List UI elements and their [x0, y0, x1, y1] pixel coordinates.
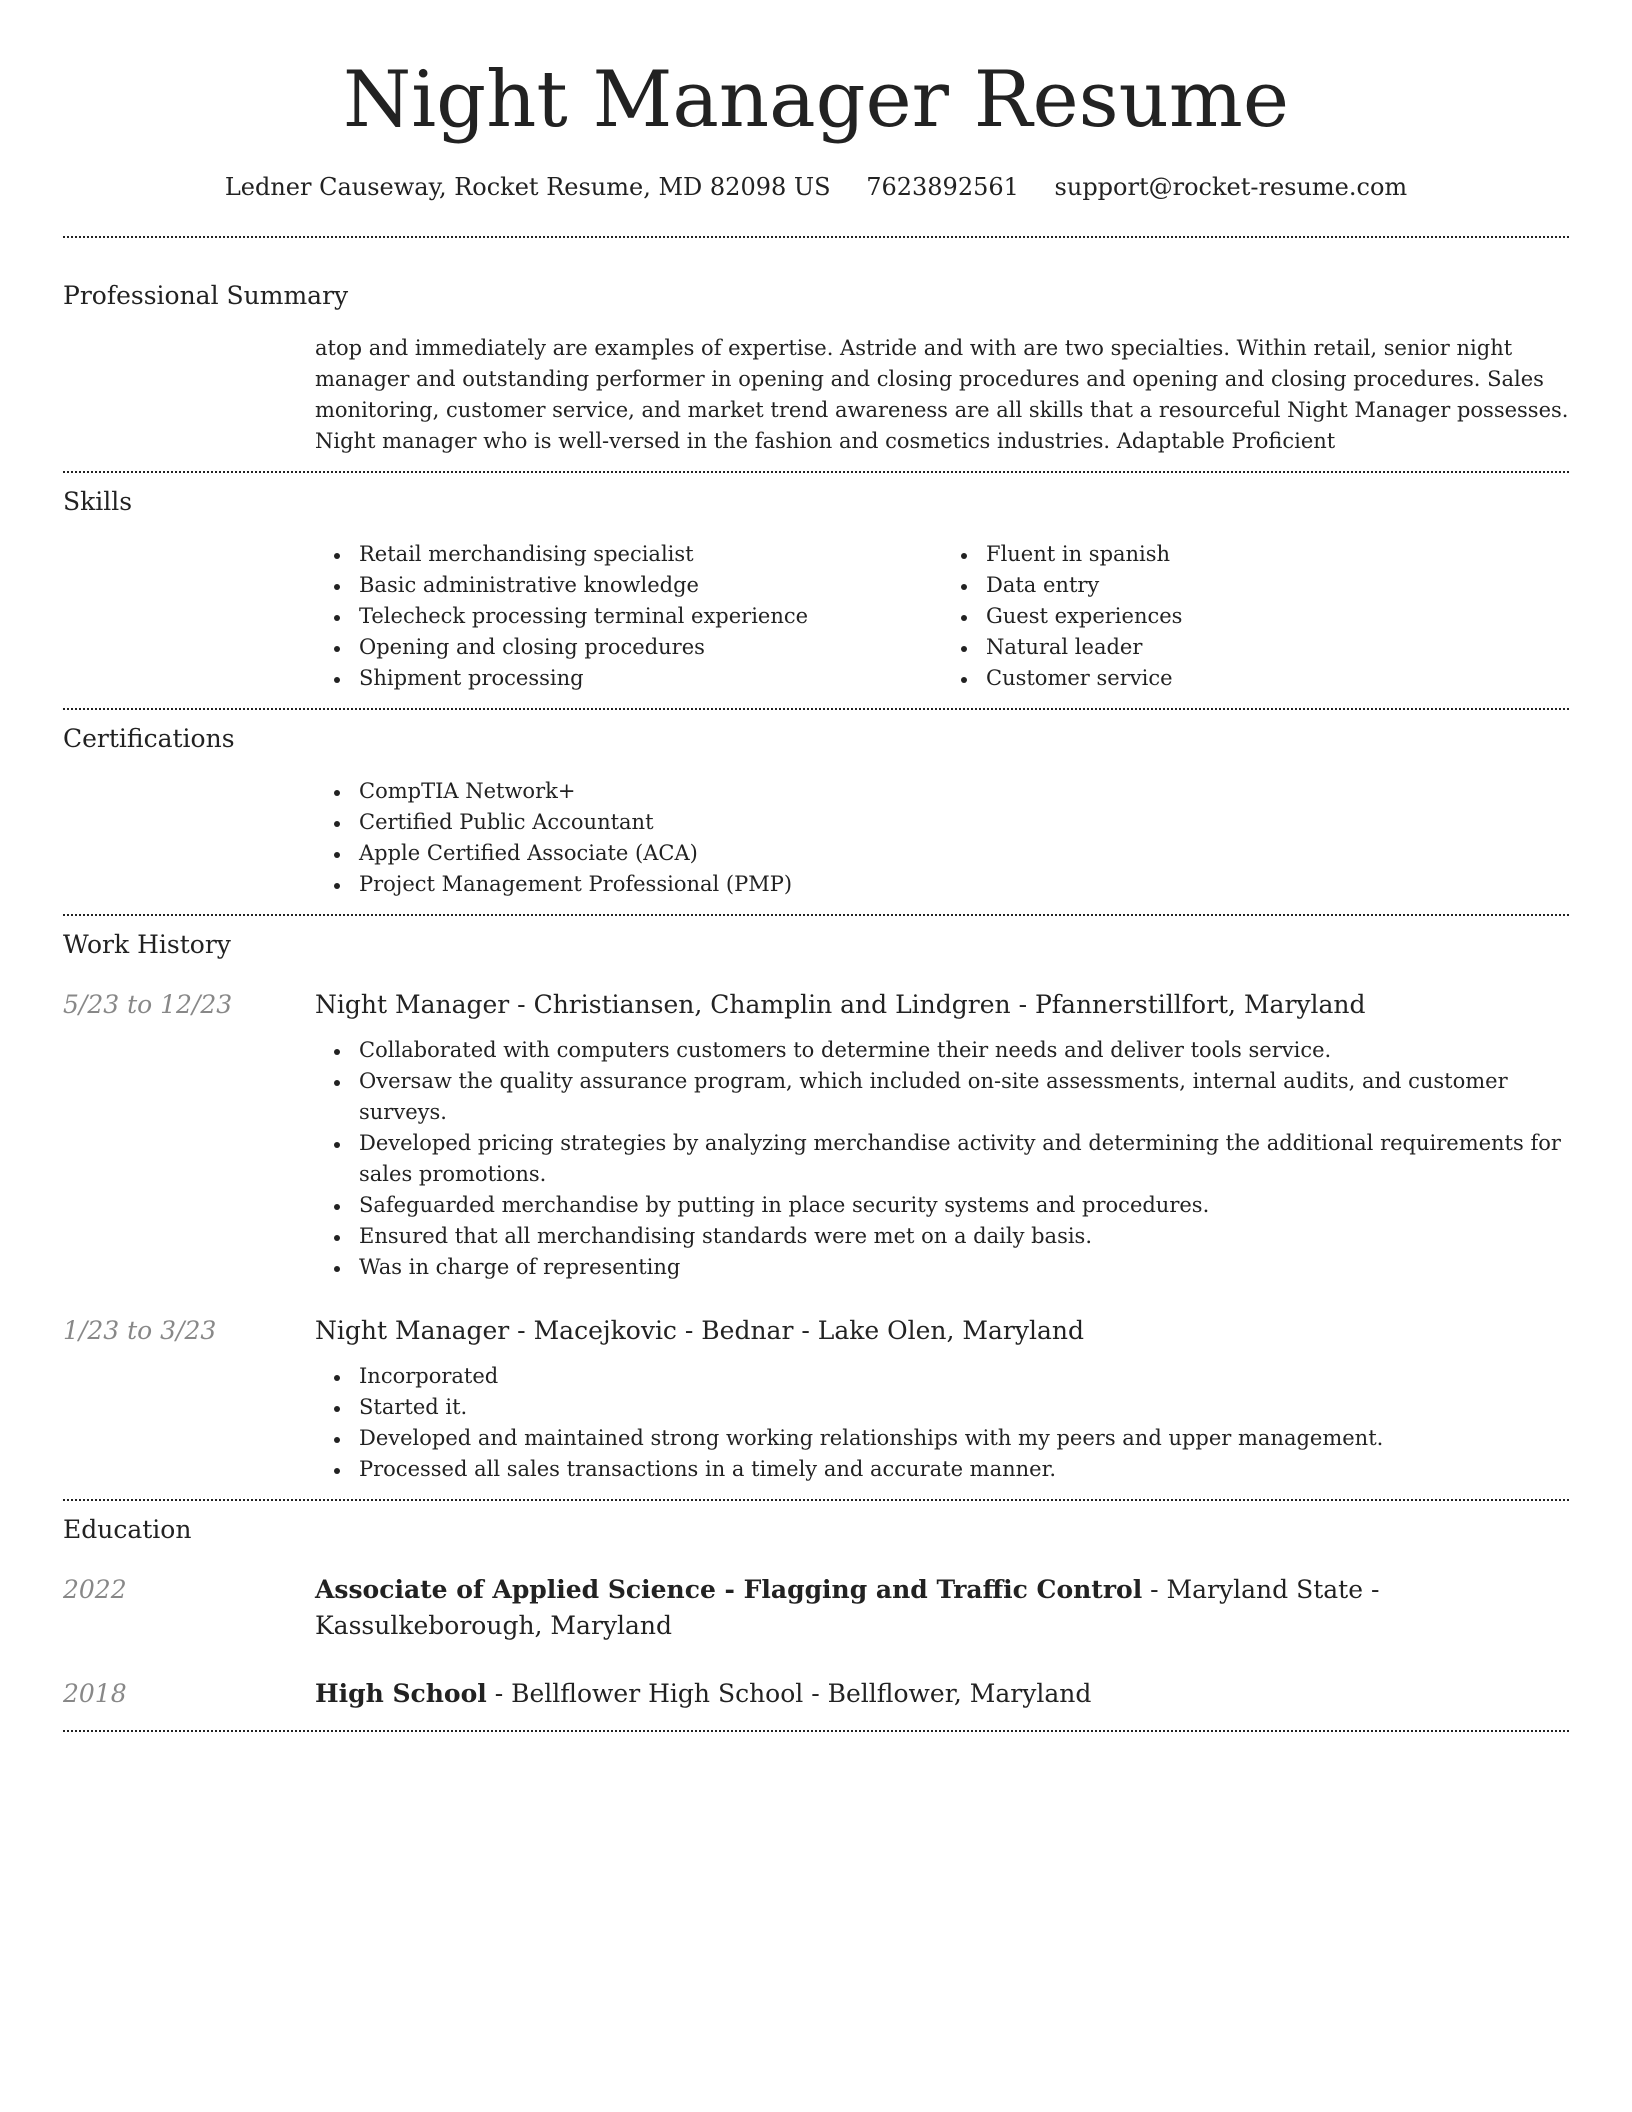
- skill-item: Retail merchandising specialist: [359, 539, 942, 570]
- divider: [63, 914, 1569, 916]
- education-entry: [63, 1572, 1569, 1644]
- job-bullet: Oversaw the quality assurance program, which included on-site assessments, internal audits, and customer surveys.: [359, 1066, 1569, 1128]
- education-entry: [63, 1676, 1569, 1712]
- job-bullet: Was in charge of representing: [359, 1252, 1569, 1283]
- certifications-body: [315, 776, 1569, 900]
- education-year: 2018: [63, 1679, 127, 1708]
- skills-heading: Skills: [63, 487, 133, 516]
- skill-item: Opening and closing procedures: [359, 632, 942, 663]
- skills-grid: [315, 539, 1569, 694]
- education-heading: Education: [63, 1515, 192, 1544]
- divider: [63, 708, 1569, 710]
- job-bullets: [315, 1035, 1569, 1283]
- skill-item: Shipment processing: [359, 663, 942, 694]
- education-section: [63, 1514, 1569, 1712]
- job-bullet: Collaborated with computers customers to determine their needs and deliver tools service.: [359, 1035, 1569, 1066]
- education-school: - Bellflower High School - Bellflower, Maryland: [486, 1679, 1092, 1708]
- certifications-section: [63, 723, 1569, 900]
- skill-item: Guest experiences: [986, 601, 1569, 632]
- job-bullet: Started it.: [359, 1392, 1569, 1423]
- job-bullet: Developed pricing strategies by analyzing merchandise activity and determining the additional requirements for sales promotions.: [359, 1128, 1569, 1190]
- certification-item: Certified Public Accountant: [359, 807, 1569, 838]
- skill-item: Telecheck processing terminal experience: [359, 601, 942, 632]
- job-entry: [63, 987, 1569, 1283]
- job-main: [315, 987, 1569, 1283]
- skills-section: [63, 486, 1569, 694]
- summary-text: atop and immediately are examples of expertise. Astride and with are two specialties. Within retail, senior night manager and outstanding performer in opening and closing procedures and opening and closing procedures. Sales monitoring, customer service, and market trend awareness are all skills that a resourceful Night Manager possesses. Night manager who is well-versed in the fashion and cosmetics industries. Adaptable Proficient: [315, 336, 1569, 453]
- divider: [63, 236, 1569, 238]
- work-heading: Work History: [63, 930, 231, 959]
- summary-section: [63, 280, 1569, 457]
- education-year: 2022: [63, 1575, 127, 1604]
- education-degree: Associate of Applied Science - Flagging and Traffic Control: [315, 1575, 1143, 1604]
- job-main: [315, 1313, 1569, 1485]
- contact-line: [63, 172, 1569, 202]
- job-bullet: Incorporated: [359, 1361, 1569, 1392]
- page-title: Night Manager Resume: [342, 55, 1290, 145]
- education-school: - Maryland State - Kassulkeborough, Maryland: [315, 1575, 1380, 1640]
- job-entry: [63, 1313, 1569, 1485]
- certification-item: Apple Certified Associate (ACA): [359, 838, 1569, 869]
- education-main: [315, 1572, 1569, 1644]
- divider: [63, 1499, 1569, 1501]
- education-degree: High School: [315, 1679, 487, 1708]
- job-bullet: Safeguarded merchandise by putting in place security systems and procedures.: [359, 1190, 1569, 1221]
- certification-item: CompTIA Network+: [359, 776, 1569, 807]
- job-bullet: Ensured that all merchandising standards were met on a daily basis.: [359, 1221, 1569, 1252]
- skill-item: Data entry: [986, 570, 1569, 601]
- contact-address: Ledner Causeway, Rocket Resume, MD 82098 US: [224, 173, 831, 201]
- contact-email: support@rocket-resume.com: [1054, 173, 1408, 201]
- job-title: Night Manager - Macejkovic - Bednar - Lake Olen, Maryland: [315, 1316, 1085, 1345]
- skill-item: Natural leader: [986, 632, 1569, 663]
- skills-list-left: [315, 539, 942, 694]
- skills-list-right: [942, 539, 1569, 694]
- job-dates: 1/23 to 3/23: [63, 1316, 217, 1345]
- certifications-heading: Certifications: [63, 724, 235, 753]
- skill-item: Fluent in spanish: [986, 539, 1569, 570]
- education-main: [315, 1676, 1569, 1712]
- divider: [63, 1730, 1569, 1732]
- work-section: [63, 929, 1569, 1485]
- job-title: Night Manager - Christiansen, Champlin and Lindgren - Pfannerstillfort, Maryland: [315, 990, 1366, 1019]
- certification-item: Project Management Professional (PMP): [359, 869, 1569, 900]
- skill-item: Customer service: [986, 663, 1569, 694]
- divider: [63, 471, 1569, 473]
- job-dates: 5/23 to 12/23: [63, 990, 233, 1019]
- job-bullet: Developed and maintained strong working relationships with my peers and upper management.: [359, 1423, 1569, 1454]
- certifications-list: [315, 776, 1569, 900]
- job-bullet: Processed all sales transactions in a timely and accurate manner.: [359, 1454, 1569, 1485]
- contact-phone: 7623892561: [866, 173, 1019, 201]
- job-bullets: [315, 1361, 1569, 1485]
- summary-heading: Professional Summary: [63, 281, 349, 310]
- skill-item: Basic administrative knowledge: [359, 570, 942, 601]
